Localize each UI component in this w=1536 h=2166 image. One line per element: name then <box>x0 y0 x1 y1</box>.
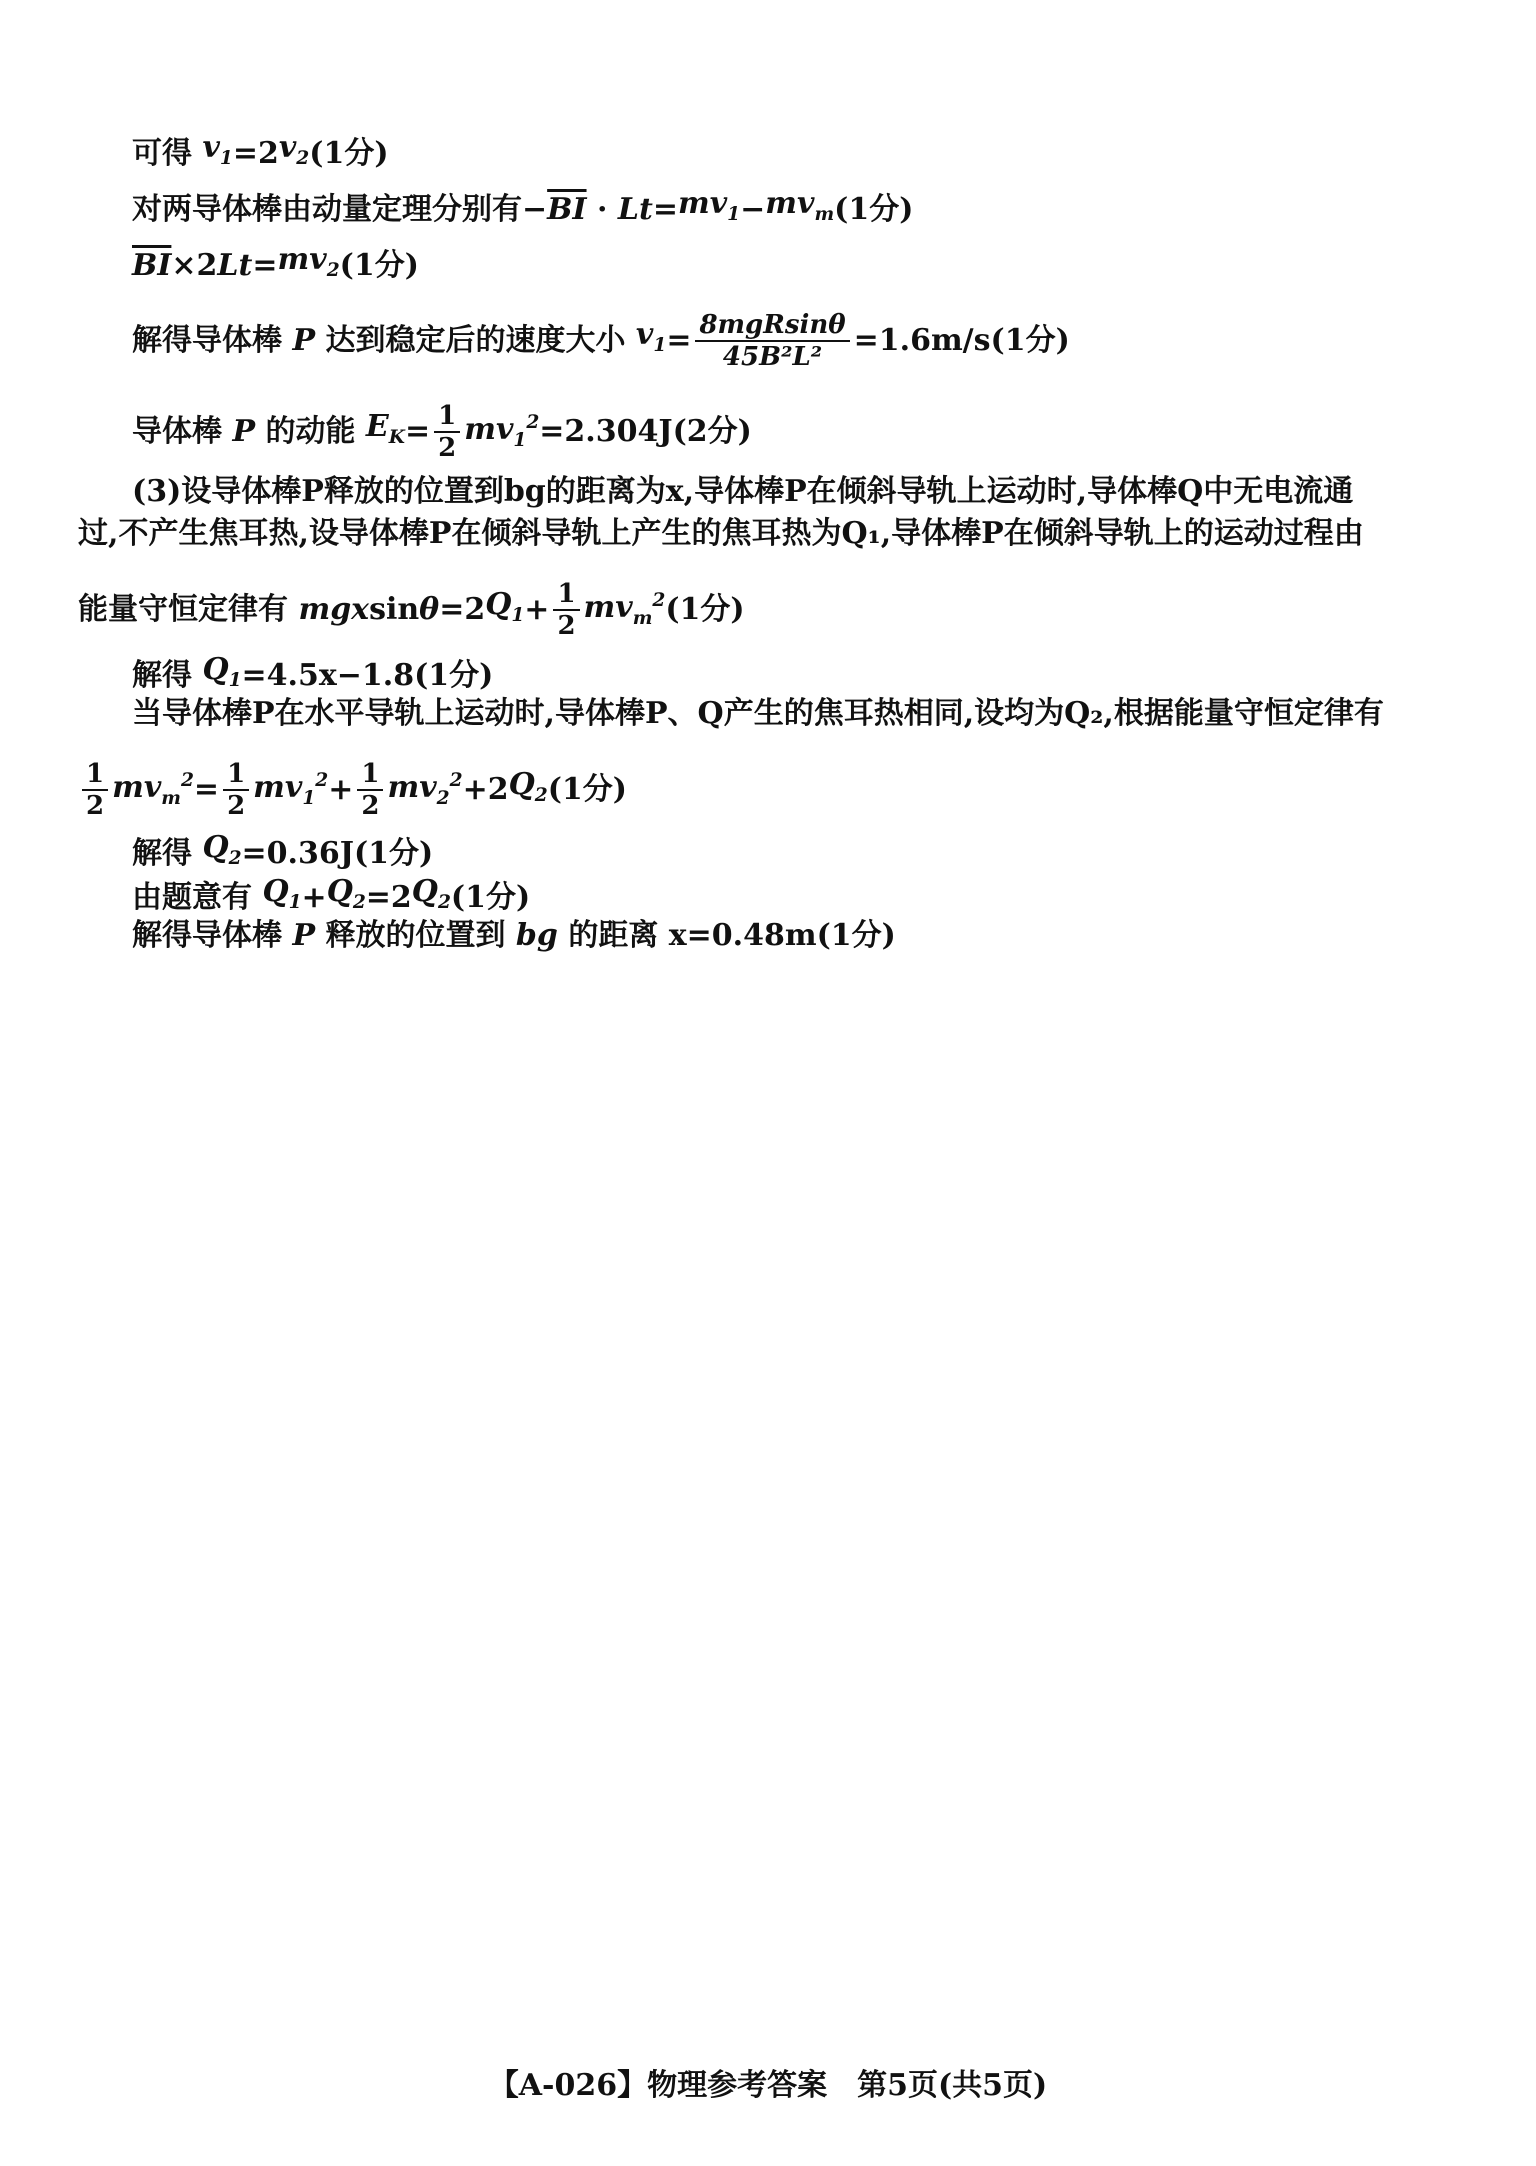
text: 对两导体棒由动量定理分别有 <box>132 191 522 227</box>
text: 可得 <box>132 135 192 171</box>
text: =1.6m/s(1分) <box>853 322 1070 358</box>
text: 解得 <box>132 835 192 871</box>
fraction: $\frac{1}{2}$ <box>82 759 108 821</box>
text: (1分) <box>547 772 627 807</box>
line-2: 对两导体棒由动量定理分别有 − $\overline{BI}$ · Lt = $mv_1$ − $mv_m$ (1分) <box>132 182 913 237</box>
numerator: 8mgRsinθ <box>695 310 849 342</box>
line-14: 解得导体棒 P 释放的位置到 bg 的距离 x=0.48m(1分) <box>132 914 896 958</box>
text: =2 <box>232 135 279 171</box>
fraction <box>695 310 849 372</box>
fraction: $\frac{1}{2}$ <box>357 759 383 821</box>
line-7: 过,不产生焦耳热,设导体棒P在倾斜导轨上产生的焦耳热为Q₁,导体棒P在倾斜导轨上的运动过程由 <box>78 516 1364 551</box>
text: x=0.48m(1分) <box>668 918 896 953</box>
text: (1分) <box>309 135 389 171</box>
text: 导体棒 <box>132 414 222 449</box>
text: 解得 <box>132 657 192 693</box>
text: (1分) <box>834 191 914 227</box>
text: =2.304J(2分) <box>539 414 752 449</box>
line-10: 当导体棒P在水平导轨上运动时,导体棒P、Q产生的焦耳热相同,设均为Q₂,根据能量守恒定律有 <box>132 696 1384 731</box>
line-1: 可得 $v_1$ =2 $v_2$ (1分) <box>132 126 389 181</box>
line-12: 解得 $Q_2$ =0.36J(1分) <box>132 826 433 881</box>
text: 解得导体棒 <box>132 918 282 953</box>
line-13: 由题意有 $Q_1$ + $Q_2$ =2 $Q_2$ (1分) <box>132 870 530 925</box>
text: =0.36J(1分) <box>241 835 434 871</box>
text: 解得导体棒 <box>132 322 282 358</box>
text: 的动能 <box>265 414 356 449</box>
text: 由题意有 <box>132 879 252 915</box>
text: 释放的位置到 <box>325 918 506 953</box>
text: (1分) <box>450 879 531 915</box>
fraction: $\frac{1}{2}$ <box>223 759 249 821</box>
line-4: 解得导体棒 P 达到稳定后的速度大小 $v_1$ = $\frac{\text{8mgRsinθ}}{\text{45B²L²}}$ =1.6m/s(1分) <box>132 300 1070 381</box>
text: (1分) <box>339 247 419 283</box>
line-9: 解得 $Q_1$ =4.5x−1.8(1分) <box>132 648 493 703</box>
fraction: $\frac{1}{2}$ <box>434 401 460 463</box>
line-5: 导体棒 P 的动能 $E_K$ = $\frac{1}{2}$ $mv_1^2$ =2.304J(2分) <box>132 388 752 476</box>
line-11: $\frac{1}{2}$ $mv_m^2$ = $\frac{1}{2}$ $mv_1^2$ + $\frac{1}{2}$ $mv_2^2$ +2 $Q_2$ (1分) <box>78 746 627 834</box>
fraction: $\frac{1}{2}$ <box>553 579 579 641</box>
text: (1分) <box>665 592 745 627</box>
line-3: $\overline{BI}$ ×2 Lt = $mv_2$ (1分) <box>132 238 419 293</box>
text: 达到稳定后的速度大小 <box>325 322 626 358</box>
denominator: 45B²L² <box>722 341 823 372</box>
page-footer: 【A-026】物理参考答案 第5页(共5页) <box>488 2068 1048 2103</box>
text: =4.5x−1.8(1分) <box>241 657 494 693</box>
line-8: 能量守恒定律有 mgx sin θ =2 $Q_1$ + $\frac{1}{2}$ $mv_m^2$ (1分) <box>78 566 745 654</box>
text: · <box>596 191 608 227</box>
text: 的距离 <box>568 918 659 953</box>
text: 能量守恒定律有 <box>78 592 288 627</box>
line-6: (3)设导体棒P释放的位置到bg的距离为x,导体棒P在倾斜导轨上运动时,导体棒Q中无电流通 <box>132 474 1354 509</box>
